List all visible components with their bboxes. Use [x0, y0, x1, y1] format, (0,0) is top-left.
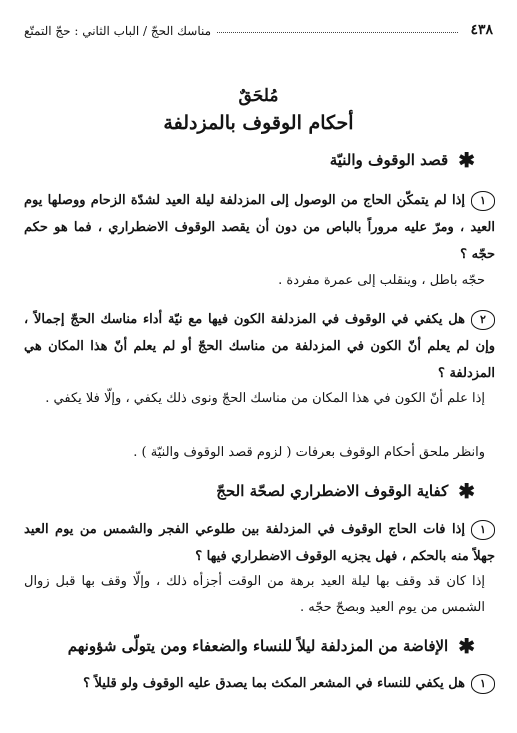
answer-text: حجّه باطل ، وينقلب إلى عمرة مفردة .	[278, 273, 485, 288]
section-heading-departure	[24, 636, 475, 656]
header-title: مناسك الحجّ / الباب الثاني : حجّ التمتّع	[24, 24, 212, 38]
question-1-c	[24, 670, 495, 697]
question-number-badge: ١	[471, 520, 495, 540]
question-text: هل يكفي للنساء في المشعر المكث بما يصدق عليه الوقوف ولو قليلاً ؟	[83, 676, 465, 691]
question-number-badge: ١	[471, 674, 495, 694]
star-icon: ✱	[458, 479, 475, 503]
header-dots	[217, 32, 458, 33]
question-1	[24, 187, 495, 268]
section-title: كفاية الوقوف الاضطراري لصحّة الحجّ	[216, 482, 449, 500]
cross-reference-note	[24, 440, 485, 466]
question-2	[24, 306, 495, 387]
section-title: قصد الوقوف والنيّة	[329, 151, 449, 169]
section-title: الإفاضة من المزدلفة ليلاً للنساء والضعفاء ومن يتولّى شؤونهم	[67, 637, 449, 655]
answer-text: إذا كان قد وقف بها ليلة العيد برهة من الوقت أجزأه ذلك ، وإلّا وقف بها قبل زوال الشمس من يوم العيد وبصحّ حجّه .	[24, 574, 485, 615]
question-text: إذا لم يتمكّن الحاج من الوصول إلى المزدلفة ليلة العيد لشدّة الزحام ووصلها يوم العيد ، ومرّ عليه مروراً بالباص من دون أن يقصد الوقوف الاضطراري ، فما هو حكم حجّه ؟	[24, 193, 495, 262]
star-icon: ✱	[458, 148, 475, 172]
running-header	[24, 16, 493, 38]
question-number-badge: ٢	[471, 310, 495, 330]
page-title: أحكام الوقوف بالمزدلفة	[163, 112, 354, 134]
answer-1-b	[24, 569, 485, 621]
question-number-badge: ١	[471, 191, 495, 211]
note-text: وانظر ملحق أحكام الوقوف بعرفات ( لزوم قصد الوقوف والنيّة ) .	[133, 445, 485, 460]
answer-1	[24, 268, 485, 294]
answer-text: إذا علم أنّ الكون في هذا المكان من مناسك الحجّ ونوى ذلك يكفي ، وإلّا فلا يكفي .	[45, 391, 485, 406]
appendix-label: مُلحَقٌ	[238, 86, 279, 106]
answer-2	[24, 386, 485, 412]
question-text: إذا فات الحاج الوقوف في المزدلفة بين طلوعي الفجر والشمس من يوم العيد جهلاً منه بالحكم ، فهل يجزيه الوقوف الاضطراري فيها ؟	[24, 522, 495, 564]
section-heading-sufficiency	[24, 481, 475, 501]
question-text: هل يكفي في الوقوف في المزدلفة الكون فيها مع نيّة أداء مناسك الحجّ إجمالاً ، وإن لم يعلم أنّ الكون في المزدلفة من مناسك الحجّ أو لم يعلم أنّ هذا المكان هي المزدلفة ؟	[24, 312, 495, 381]
star-icon: ✱	[458, 634, 475, 658]
question-1-b	[24, 516, 495, 570]
page-number: ٤٣٨	[470, 22, 493, 38]
section-heading-intent	[24, 150, 475, 170]
